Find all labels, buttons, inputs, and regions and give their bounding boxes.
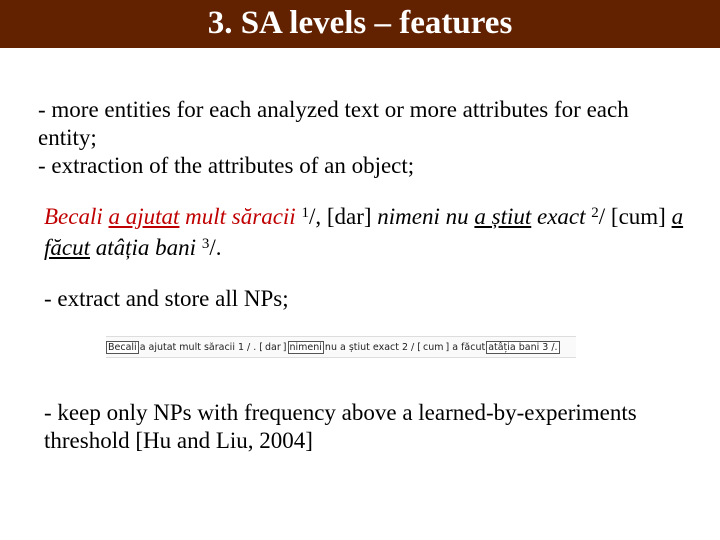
bullet-extract-nps: - extract and store all NPs; xyxy=(44,286,289,311)
bullet-attributes: - extraction of the attributes of an object; xyxy=(38,153,415,178)
example-verb-ajutat: a ajutat xyxy=(108,204,180,229)
example-sep-2: / [cum] xyxy=(598,204,672,229)
slide-title: 3. SA levels – features xyxy=(0,0,720,48)
np-chunk-bani: atâția bani 3 /. xyxy=(488,341,558,353)
np-chunk-becali: Becali xyxy=(108,341,137,353)
np-chunk-text-3: nu a știut exact 2 / [ xyxy=(324,341,421,353)
np-chunk-cum: cum xyxy=(422,341,444,353)
example-np-bani: atâția bani xyxy=(90,235,202,260)
example-verb-stiut: a știut xyxy=(474,204,532,229)
np-chunk-text-4: ] a făcut xyxy=(445,341,486,353)
example-np-becali: Becali xyxy=(44,204,109,229)
example-sep-1: /, [dar] xyxy=(308,204,378,229)
example-np-nimeni: nimeni nu xyxy=(377,204,475,229)
example-index-2: 2 xyxy=(591,205,599,221)
example-index-1: 1 xyxy=(301,205,309,221)
np-chunk-text-1: a ajutat mult săracii 1 / . [ xyxy=(139,341,264,353)
np-chunk-nimeni: nimeni xyxy=(289,341,322,353)
np-chunk-dar: dar xyxy=(265,341,281,353)
bullet-entities: - more entities for each analyzed text or more attributes for each entity; xyxy=(38,97,629,150)
example-verb-facut: a făcut xyxy=(44,204,684,260)
bullet-list-top xyxy=(38,96,678,180)
np-annotation-image xyxy=(106,336,576,358)
example-sep-3: /. xyxy=(209,235,222,260)
example-np-saracii: mult săracii xyxy=(179,204,302,229)
example-word-exact: exact xyxy=(531,204,592,229)
example-index-3: 3 xyxy=(201,236,210,252)
bullet-frequency-threshold: - keep only NPs with frequency above a learned-by-experiments threshold [Hu and Liu, 2004] xyxy=(44,400,637,453)
example-sentence xyxy=(44,201,704,263)
np-chunk-text-2: ] xyxy=(282,341,287,353)
